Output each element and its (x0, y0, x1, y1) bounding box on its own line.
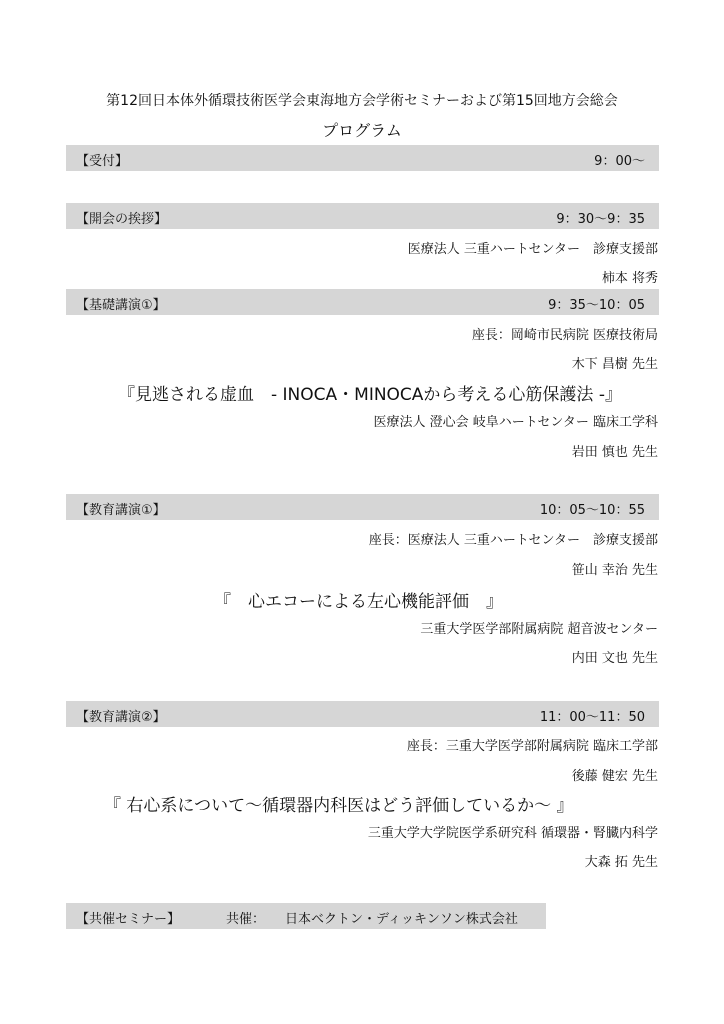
education-lecture-1-title: 『 心エコーによる左心機能評価 』 (214, 592, 503, 612)
section-bar-basic-lecture-1 (66, 289, 659, 315)
sponsor-label: 共催： (226, 912, 266, 927)
basic-lecture-1-speaker-name: 岩田 慎也 先生 (571, 445, 658, 460)
basic-lecture-1-title: 『見逃される虚血 - INOCA・MINOCAから考える心筋保護法 -』 (118, 385, 622, 405)
section-time: 10：05〜10：55 (539, 503, 645, 518)
education-lecture-2-title: 『 右心系について〜循環器内科医はどう評価しているか〜 』 (104, 796, 574, 816)
education-lecture-1-speaker-name: 内田 文也 先生 (571, 651, 658, 666)
education-lecture-2-speaker-name: 大森 拓 先生 (584, 855, 658, 870)
section-label: 【教育講演①】 (76, 503, 166, 518)
section-bar-opening (66, 203, 659, 229)
section-label: 【教育講演②】 (76, 710, 166, 725)
section-bar-reception (66, 145, 659, 171)
education-lecture-1-chair-name: 笹山 幸治 先生 (571, 563, 658, 578)
education-lecture-2-speaker-affiliation: 三重大学大学院医学系研究科 循環器・腎臓内科学 (367, 826, 658, 841)
section-bar-education-lecture-1 (66, 494, 659, 520)
program-heading: プログラム (322, 121, 402, 140)
opening-speaker-affiliation: 医療法人 三重ハートセンター 診療支援部 (407, 242, 658, 257)
education-lecture-2-chair-name: 後藤 健宏 先生 (571, 769, 658, 784)
basic-lecture-1-chair-name: 木下 昌樹 先生 (571, 357, 658, 372)
basic-lecture-1-chair-affiliation: 座長：岡崎市民病院 医療技術局 (471, 328, 658, 343)
section-time: 9：35〜10：05 (548, 298, 645, 313)
section-label: 【開会の挨拶】 (76, 212, 168, 227)
section-bar-sponsored-seminar (66, 903, 546, 929)
section-time: 11：00〜11：50 (539, 710, 645, 725)
section-time: 9：00〜 (594, 154, 645, 169)
sponsor-name: 日本ベクトン・ディッキンソン株式会社 (285, 912, 518, 927)
education-lecture-1-chair-affiliation: 座長：医療法人 三重ハートセンター 診療支援部 (368, 533, 658, 548)
opening-speaker-name: 柿本 将秀 (601, 271, 658, 286)
document-title: 第12回日本体外循環技術医学会東海地方会学術セミナーおよび第15回地方会総会 (106, 93, 618, 109)
education-lecture-1-speaker-affiliation: 三重大学医学部附属病院 超音波センター (420, 622, 658, 637)
section-bar-education-lecture-2 (66, 701, 659, 727)
section-label: 【基礎講演①】 (76, 298, 166, 313)
section-label: 【受付】 (76, 154, 129, 169)
basic-lecture-1-speaker-affiliation: 医療法人 澄心会 岐阜ハートセンター 臨床工学科 (373, 415, 658, 430)
section-time: 9：30〜9：35 (556, 212, 645, 227)
education-lecture-2-chair-affiliation: 座長：三重大学医学部附属病院 臨床工学部 (406, 739, 658, 754)
section-label: 【共催セミナー】 (76, 912, 181, 927)
